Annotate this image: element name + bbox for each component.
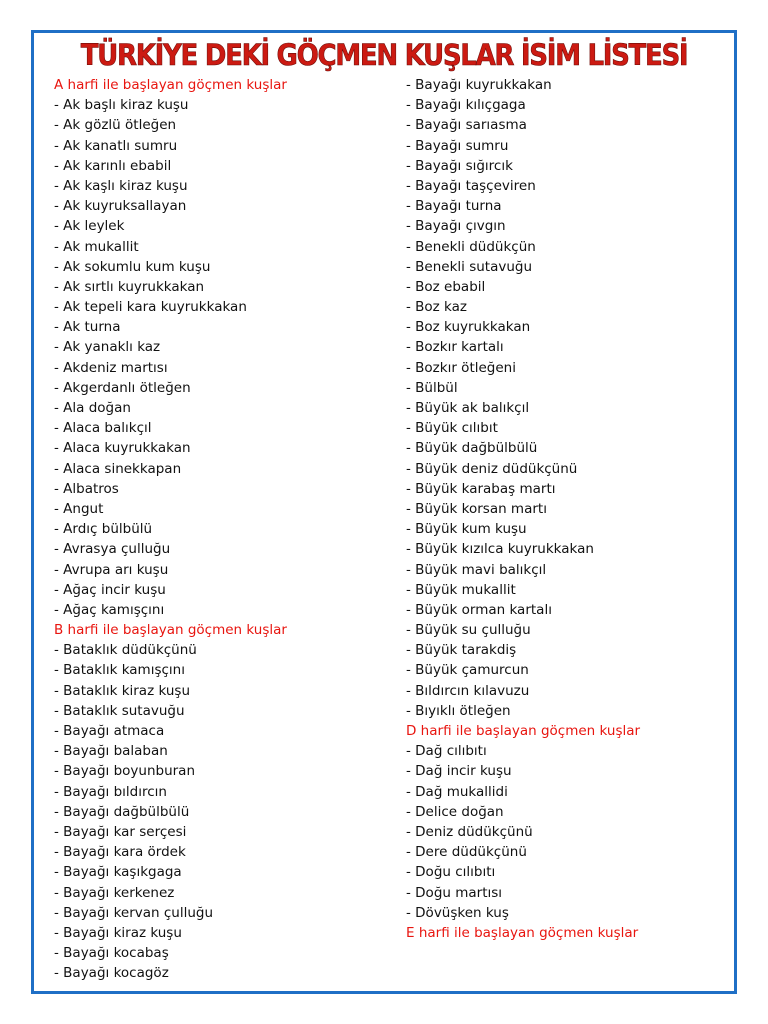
bird-list-item: - Bülbül bbox=[406, 379, 458, 396]
bird-list-item: - Boz kuyrukkakan bbox=[406, 319, 531, 336]
right-column-list bbox=[406, 75, 736, 943]
bird-list-item: - Bayağı kiraz kuşu bbox=[54, 924, 182, 941]
bird-list-item: - Benekli sutavuğu bbox=[406, 258, 533, 275]
bird-list-item: - Bayağı çıvgın bbox=[406, 218, 506, 235]
bird-list-item: - Büyük deniz düdükçünü bbox=[406, 460, 578, 477]
bird-list-item: - Bayağı kılıçgaga bbox=[406, 97, 526, 114]
bird-list-item: - Dere düdükçünü bbox=[406, 844, 527, 861]
bird-list-item: - Bayağı atmaca bbox=[54, 723, 165, 739]
left-column-list bbox=[54, 75, 384, 983]
bird-list-item: - Alaca kuyrukkakan bbox=[54, 440, 191, 457]
bird-list-item: - Ak kuyruksallayan bbox=[54, 198, 187, 215]
bird-list-item: - Bataklık kamışçını bbox=[54, 662, 185, 679]
bird-list-item: - Ak leylek bbox=[54, 218, 125, 235]
section-heading: B harfi ile başlayan göçmen kuşlar bbox=[54, 622, 287, 639]
bird-list-item: - Büyük korsan martı bbox=[406, 500, 547, 517]
bird-list-item: - Ak yanaklı kaz bbox=[54, 339, 161, 356]
bird-list-item: - Bayağı bıldırcın bbox=[54, 783, 167, 800]
bird-list-item: - Büyük çamurcun bbox=[406, 662, 529, 679]
section-heading: E harfi ile başlayan göçmen kuşlar bbox=[406, 924, 639, 941]
bird-list-item: - Ak kaşlı kiraz kuşu bbox=[54, 177, 188, 194]
bird-list-item: - Bayağı kervan çulluğu bbox=[54, 904, 214, 921]
bird-list-item: - Alaca sinekkapan bbox=[54, 460, 182, 477]
bird-list-item: - Bozkır ötleğeni bbox=[406, 359, 516, 376]
bird-list-item: - Ak karınlı ebabil bbox=[54, 157, 172, 174]
bird-list-item: - Ak gözlü ötleğen bbox=[54, 117, 177, 134]
bird-list-item: - Bayağı turna bbox=[406, 198, 502, 215]
bird-list-item: - Benekli düdükçün bbox=[406, 238, 536, 255]
bird-list-item: - Ak turna bbox=[54, 319, 121, 336]
bird-list-item: - Alaca balıkçıl bbox=[54, 420, 152, 437]
bird-list-item: - Bayağı kerkenez bbox=[54, 884, 175, 901]
bird-list-item: - Delice doğan bbox=[406, 803, 504, 820]
bird-list-item: - Büyük ak balıkçıl bbox=[406, 400, 530, 416]
bird-list-item: - Ardıç bülbülü bbox=[54, 521, 153, 538]
bird-list-item: - Ağaç kamışçını bbox=[54, 601, 165, 618]
section-heading: D harfi ile başlayan göçmen kuşlar bbox=[406, 723, 641, 739]
bird-list-item: - Boz kaz bbox=[406, 299, 468, 316]
bird-list-item: - Dağ cılıbıtı bbox=[406, 743, 487, 760]
bird-list-item: - Boz ebabil bbox=[406, 278, 486, 295]
bird-list-item: - Büyük kızılca kuyrukkakan bbox=[406, 541, 594, 558]
bird-list-item: - Akgerdanlı ötleğen bbox=[54, 379, 191, 396]
bird-list-item: - Büyük orman kartalı bbox=[406, 601, 552, 618]
bird-list-item: - Bayağı kaşıkgaga bbox=[54, 864, 182, 881]
bird-list-item: - Bıyıklı ötleğen bbox=[406, 702, 511, 719]
bird-list-item: - Büyük mavi balıkçıl bbox=[406, 561, 547, 578]
page-title: TÜRKİYE DEKİ GÖÇMEN KUŞLAR İSİM LİSTESİ bbox=[80, 38, 688, 72]
bird-list-item: - Büyük cılıbıt bbox=[406, 420, 498, 437]
bird-list-item: - Büyük karabaş martı bbox=[406, 480, 556, 497]
bird-list-item: - Bataklık kiraz kuşu bbox=[54, 682, 191, 699]
bird-list-item: - Dövüşken kuş bbox=[406, 904, 509, 921]
section-heading: A harfi ile başlayan göçmen kuşlar bbox=[54, 77, 287, 93]
bird-list-item: - Bataklık düdükçünü bbox=[54, 642, 197, 659]
bird-list-item: - Bozkır kartalı bbox=[406, 339, 504, 356]
bird-list-item: - Bayağı sarıasma bbox=[406, 117, 527, 134]
bird-list-item: - Büyük kum kuşu bbox=[406, 521, 527, 538]
bird-list-item: - Akdeniz martısı bbox=[54, 359, 168, 376]
bird-list-item: - Ak sokumlu kum kuşu bbox=[54, 258, 211, 275]
bird-list-item: - Avrupa arı kuşu bbox=[54, 561, 169, 578]
bird-list-item: - Ak başlı kiraz kuşu bbox=[54, 97, 189, 114]
bird-list-item: - Avrasya çulluğu bbox=[54, 541, 171, 558]
bird-list-item: - Bayağı kara ördek bbox=[54, 844, 186, 861]
bird-list-item: - Ala doğan bbox=[54, 400, 131, 416]
bird-list-item: - Bayağı kocabaş bbox=[54, 945, 169, 962]
bird-list-item: - Ak sırtlı kuyrukkakan bbox=[54, 278, 205, 295]
bird-list-item: - Büyük mukallit bbox=[406, 581, 516, 598]
bird-list-item: - Bayağı sığırcık bbox=[406, 157, 513, 174]
bird-list-item: - Bayağı dağbülbülü bbox=[54, 803, 190, 820]
bird-list-item: - Doğu martısı bbox=[406, 884, 503, 901]
bird-list-item: - Bayağı sumru bbox=[406, 137, 509, 154]
bird-list-item: - Albatros bbox=[54, 480, 119, 497]
bird-list-item: - Bayağı boyunburan bbox=[54, 763, 196, 780]
bird-list-item: - Bayağı kar serçesi bbox=[54, 823, 187, 840]
bird-list-item: - Bayağı balaban bbox=[54, 743, 168, 760]
bird-list-item: - Bayağı kocagöz bbox=[54, 965, 169, 982]
bird-list-item: - Büyük tarakdiş bbox=[406, 642, 517, 659]
bird-list-item: - Ak kanatlı sumru bbox=[54, 137, 178, 154]
bird-list-item: - Dağ mukallidi bbox=[406, 783, 508, 800]
bird-list-item: - Bayağı taşçeviren bbox=[406, 177, 536, 194]
bird-list-item: - Ak mukallit bbox=[54, 238, 139, 255]
bird-list-item: - Bıldırcın kılavuzu bbox=[406, 682, 530, 699]
bird-list-item: - Ağaç incir kuşu bbox=[54, 581, 166, 598]
bird-list-item: - Büyük su çulluğu bbox=[406, 622, 531, 639]
bird-list-item: - Büyük dağbülbülü bbox=[406, 440, 538, 457]
bird-list-item: - Angut bbox=[54, 500, 104, 517]
bird-list-item: - Deniz düdükçünü bbox=[406, 823, 533, 840]
bird-list-item: - Ak tepeli kara kuyrukkakan bbox=[54, 299, 247, 316]
bird-list-item: - Doğu cılıbıtı bbox=[406, 864, 496, 881]
bird-list-item: - Dağ incir kuşu bbox=[406, 763, 512, 780]
bird-list-item: - Bataklık sutavuğu bbox=[54, 702, 185, 719]
bird-list-item: - Bayağı kuyrukkakan bbox=[406, 77, 552, 93]
